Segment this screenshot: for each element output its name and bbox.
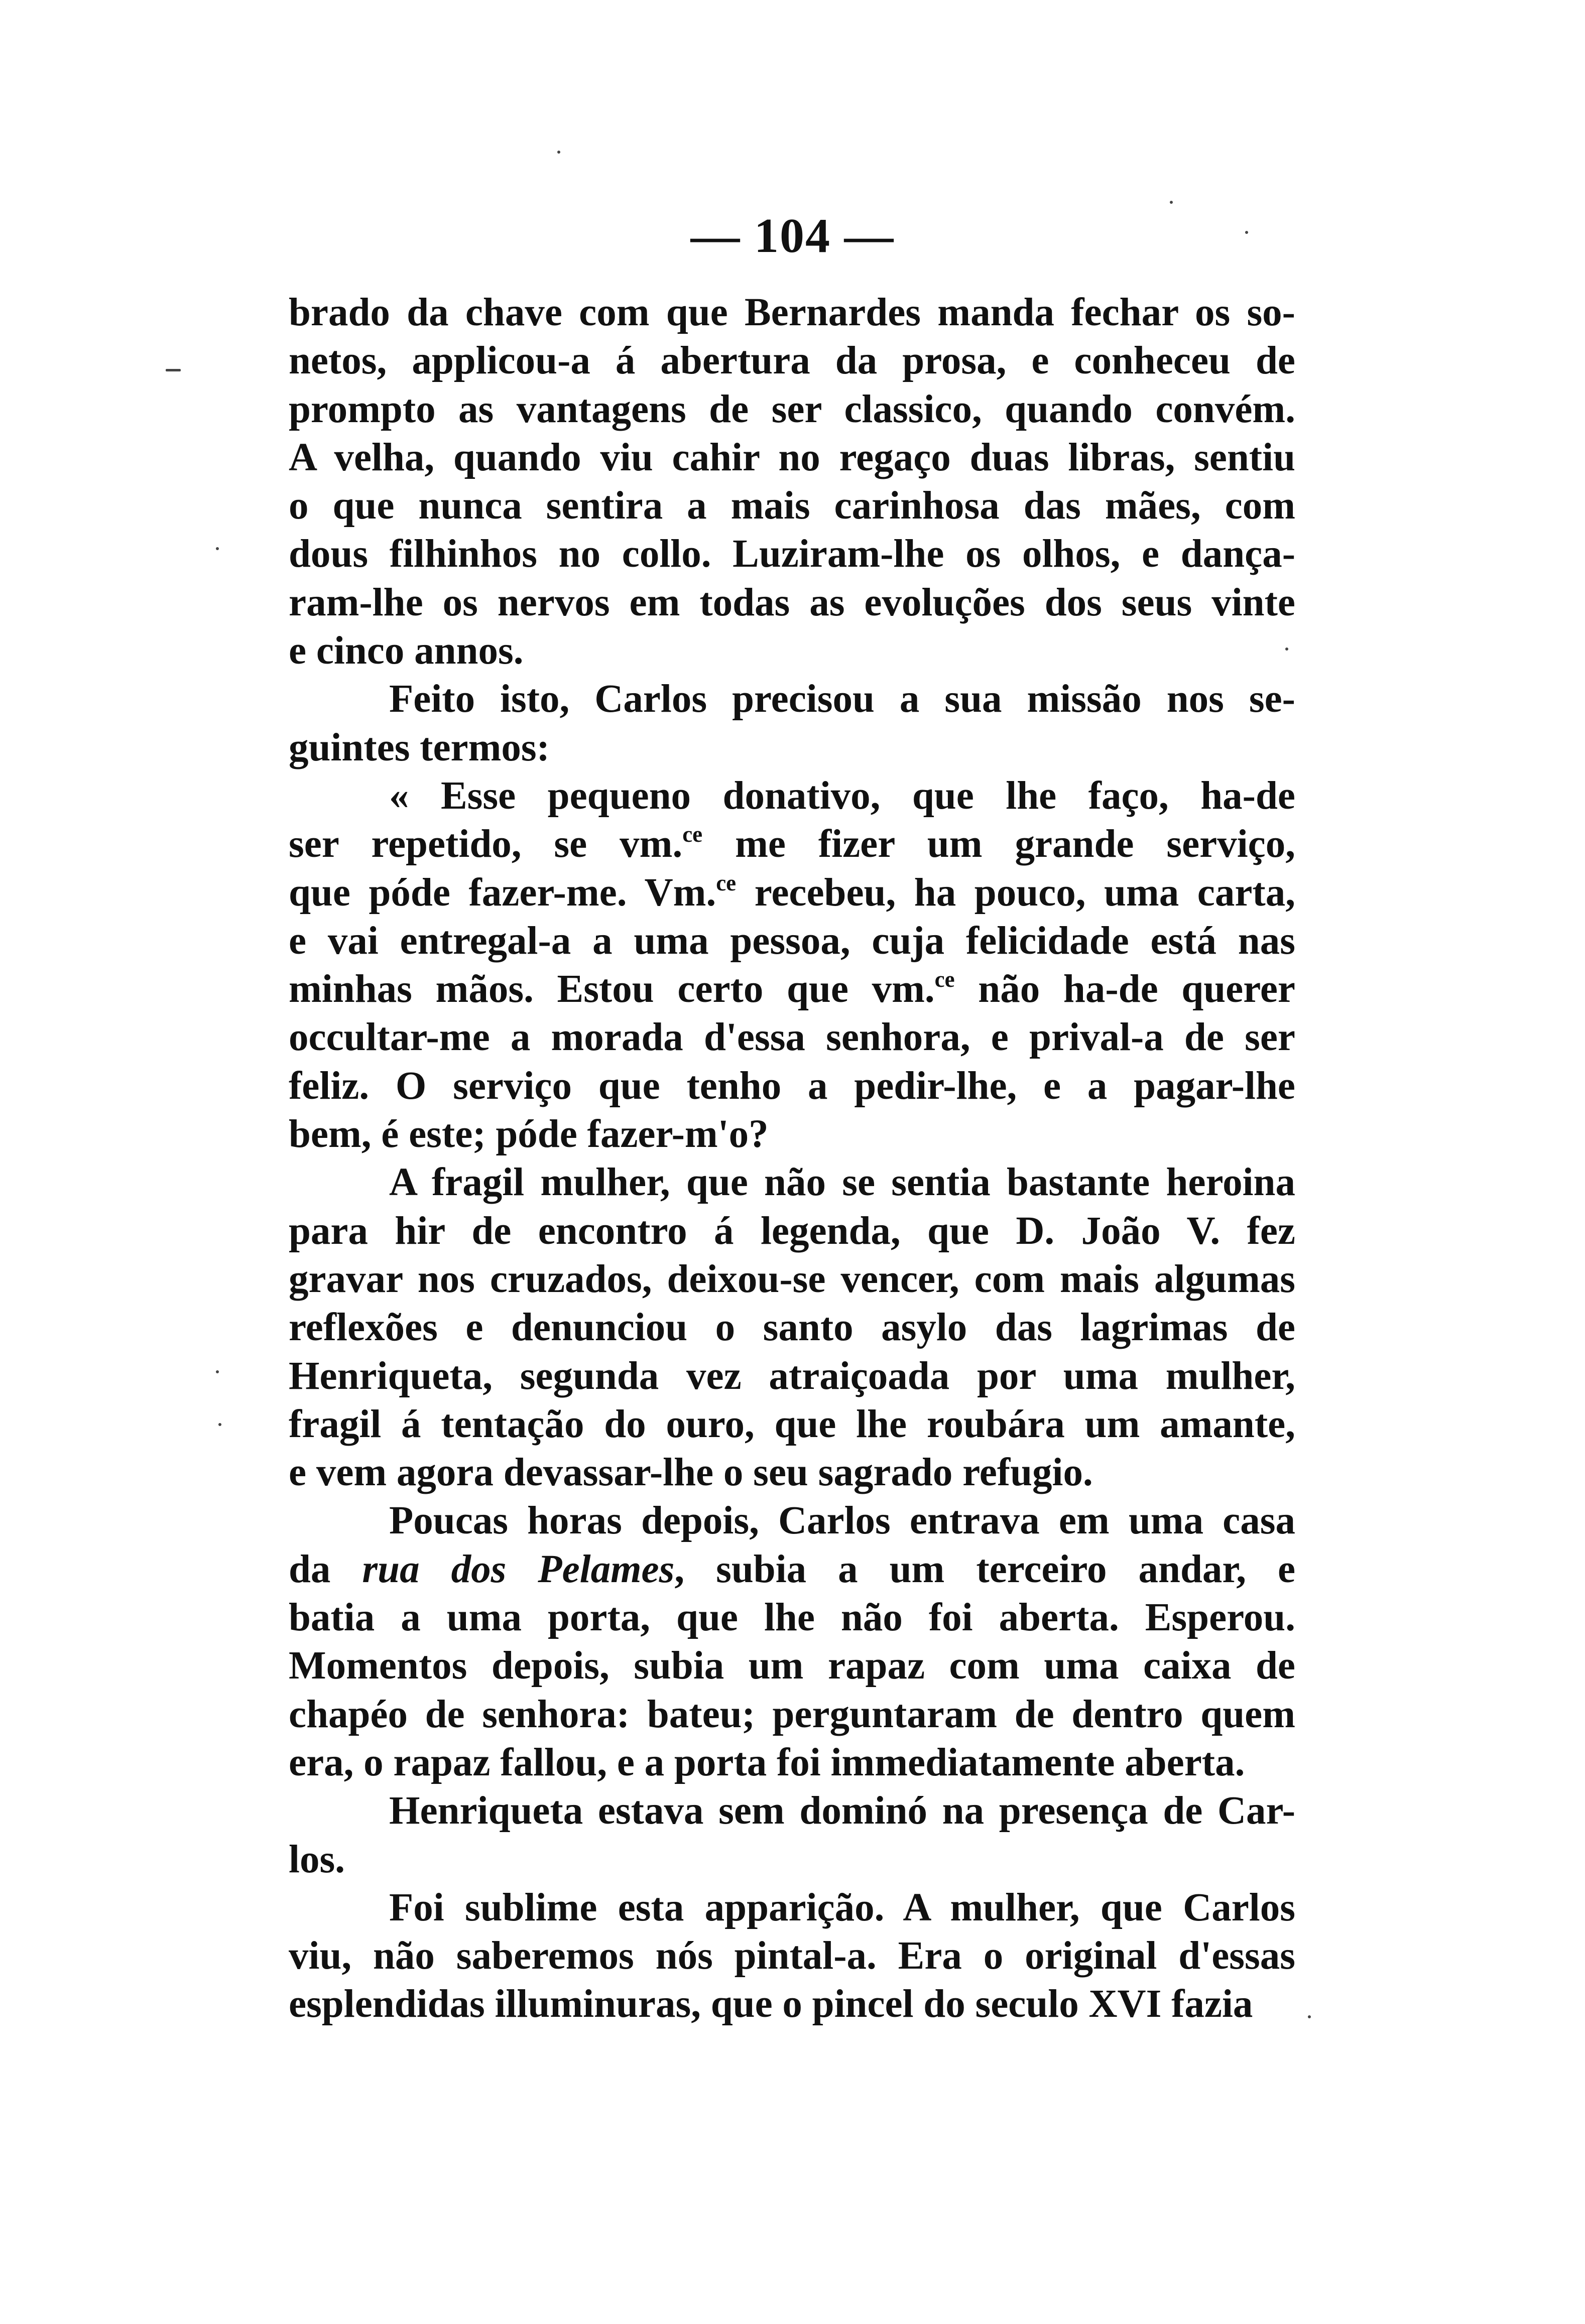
- text-line: los.: [289, 1837, 345, 1881]
- paragraph: [289, 772, 1295, 1158]
- text-line: Foi sublime esta apparição. A mulher, que Carlos: [389, 1885, 1295, 1929]
- text-line: brado da chave com que Bernardes manda fechar os so-: [289, 291, 1295, 334]
- text-line: chapéo de senhora: bateu; perguntaram de dentro quem: [289, 1692, 1295, 1736]
- text-line: da rua dos Pelames, subia a um terceiro andar, e: [289, 1547, 1296, 1591]
- text-line: prompto as vantagens de ser classico, quando convém.: [289, 387, 1295, 431]
- text-line: fragil á tentação do ouro, que lhe roubára um amante,: [289, 1402, 1295, 1446]
- text-line: bem, é este; póde fazer-m'o?: [289, 1112, 769, 1156]
- text-line: ram-lhe os nervos em todas as evoluções dos seus vinte: [289, 580, 1295, 624]
- text-line: reflexões e denunciou o santo asylo das lagrimas de: [289, 1306, 1295, 1350]
- text-line: Feito isto, Carlos precisou a sua missão nos se-: [389, 677, 1295, 721]
- text-line: ser repetido, se vm.$^{ce}$ me fizer um grande serviço,: [289, 822, 1295, 866]
- paragraph: [289, 675, 1295, 772]
- body-text: [289, 289, 1295, 2029]
- text-line: viu, não saberemos nós pintal-a. Era o original d'essas: [289, 1934, 1295, 1978]
- text-line: e vem agora devassar-lhe o seu sagrado refugio.: [289, 1451, 1093, 1495]
- text-line: para hir de encontro á legenda, que D. João V. fez: [289, 1209, 1295, 1253]
- text-line: gravar nos cruzados, deixou-se vencer, com mais algumas: [289, 1257, 1295, 1301]
- text-line: A fragil mulher, que não se sentia bastante heroina: [389, 1160, 1295, 1205]
- paragraph: [289, 1787, 1295, 1884]
- text-line: A velha, quando viu cahir no regaço duas libras, sentiu: [289, 435, 1295, 479]
- text-line: Momentos depois, subia um rapaz com uma caixa de: [289, 1644, 1295, 1688]
- text-line: que póde fazer-me. Vm.$^{ce}$ recebeu, ha pouco, uma carta,: [289, 870, 1295, 915]
- text-line: dous filhinhos no collo. Luziram-lhe os olhos, e dança-: [289, 532, 1295, 576]
- text-line: feliz. O serviço que tenho a pedir-lhe, e a pagar-lhe: [289, 1064, 1295, 1108]
- page-number: — 104 —: [690, 209, 895, 263]
- text-line: esplendidas illuminuras, que o pincel do seculo XVI fazia: [289, 1982, 1253, 2026]
- text-line: Henriqueta, segunda vez atraiçoada por uma mulher,: [289, 1354, 1295, 1398]
- text-line: Poucas horas depois, Carlos entrava em uma casa: [389, 1499, 1295, 1543]
- text-line: Henriqueta estava sem dominó na presença de Car-: [389, 1789, 1295, 1833]
- paragraph: [289, 1884, 1295, 2029]
- text-line: batia a uma porta, que lhe não foi aberta. Esperou.: [289, 1596, 1295, 1640]
- text-line: e vai entregal-a a uma pessoa, cuja felicidade está nas: [289, 919, 1295, 963]
- text-line: minhas mãos. Estou certo que vm.$^{ce}$ não ha-de querer: [289, 967, 1295, 1011]
- text-line: netos, applicou-a á abertura da prosa, e conheceu de: [289, 339, 1295, 383]
- paragraph: [289, 1497, 1295, 1787]
- text-line: o que nunca sentira a mais carinhosa das mães, com: [289, 484, 1295, 528]
- text-line: occultar-me a morada d'essa senhora, e prival-a de ser: [289, 1015, 1295, 1060]
- text-line: era, o rapaz fallou, e a porta foi immediatamente aberta.: [289, 1740, 1245, 1784]
- text-line: « Esse pequeno donativo, que lhe faço, ha-de: [389, 773, 1295, 818]
- paragraph: [289, 1158, 1295, 1497]
- paragraph: [289, 289, 1295, 675]
- text-line: guintes termos:: [289, 725, 550, 769]
- text-line: e cinco annos.: [289, 629, 524, 673]
